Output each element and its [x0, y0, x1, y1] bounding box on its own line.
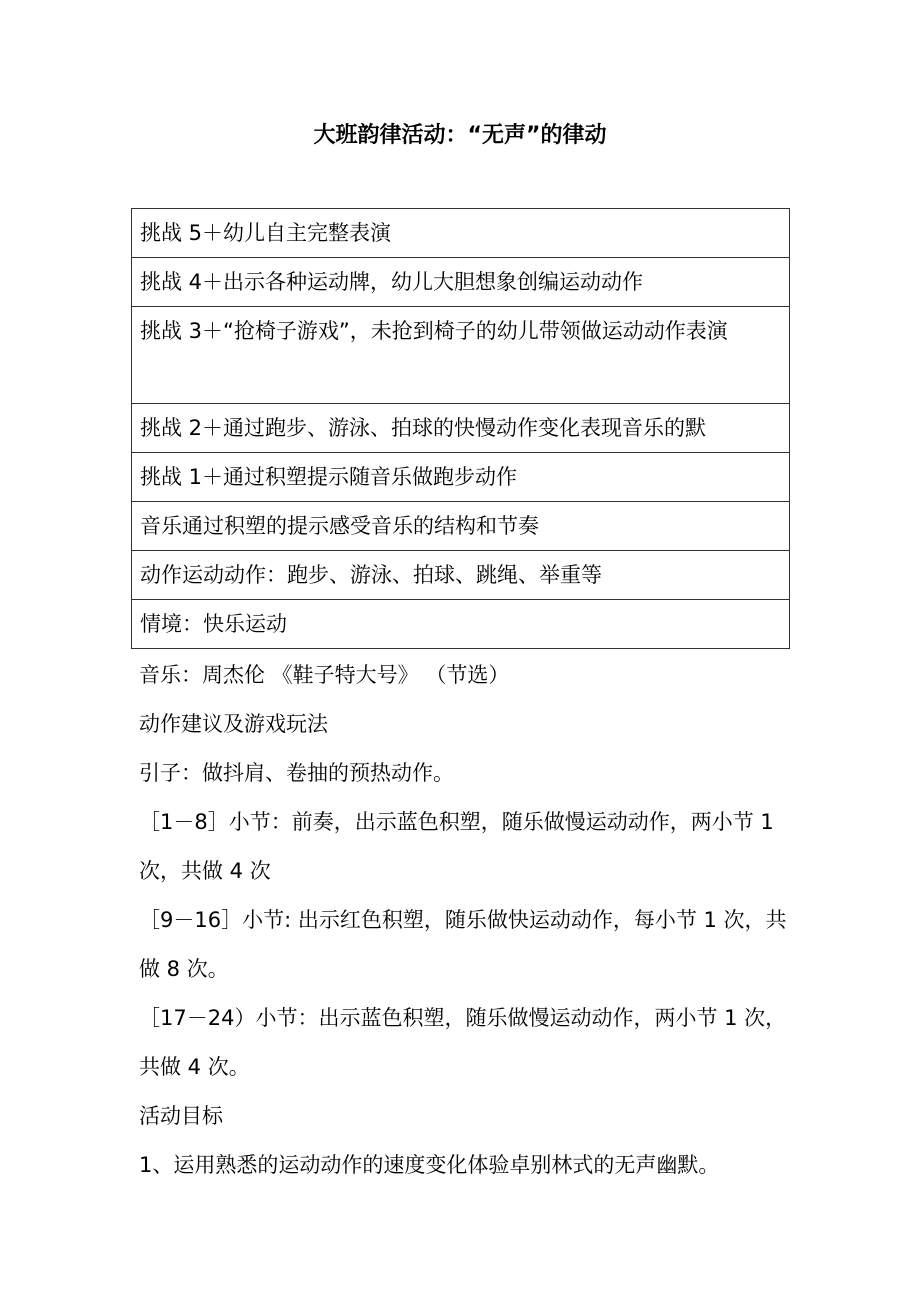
bars-17-24-line: ［17－24）小节：出示蓝色积塑，随乐做慢运动动作，两小节 1 次，共做 4 次。	[139, 1006, 787, 1079]
bars-1-8-line: ［1－8］小节：前奏，出示蓝色积塑，随乐做慢运动动作，两小节 1 次，共做 4 次	[139, 810, 774, 883]
table-row	[132, 502, 790, 551]
table-row	[132, 209, 790, 258]
table-cell: 挑战 3＋“抢椅子游戏”，未抢到椅子的幼儿带领做运动动作表演	[132, 307, 790, 404]
table-cell: 情境：快乐运动	[132, 600, 790, 649]
document-body	[139, 651, 789, 1190]
activity-steps-table	[131, 208, 790, 649]
page-title: 大班韵律活动：“无声”的律动	[313, 123, 607, 148]
table-cell: 挑战 1＋通过积塑提示随音乐做跑步动作	[132, 453, 790, 502]
table-cell: 动作运动动作：跑步、游泳、拍球、跳绳、举重等	[132, 551, 790, 600]
table-row	[132, 307, 790, 404]
table-row	[132, 600, 790, 649]
section-heading-movement: 动作建议及游戏玩法	[139, 712, 328, 736]
table-cell: 音乐通过积塑的提示感受音乐的结构和节奏	[132, 502, 790, 551]
table-row	[132, 404, 790, 453]
bars-9-16-line: ［9－16］小节: 出示红色积塑，随乐做快运动动作，每小节 1 次，共做 8 次。	[139, 908, 787, 981]
table-row	[132, 258, 790, 307]
section-heading-goals: 活动目标	[139, 1104, 223, 1128]
table-cell: 挑战 2＋通过跑步、游泳、拍球的快慢动作变化表现音乐的默	[132, 404, 790, 453]
table-cell: 挑战 5＋幼儿自主完整表演	[132, 209, 790, 258]
table-row	[132, 453, 790, 502]
table-cell: 挑战 4＋出示各种运动牌，幼儿大胆想象创编运动动作	[132, 258, 790, 307]
intro-line: 引子：做抖肩、卷抽的预热动作。	[139, 761, 454, 785]
table-row	[132, 551, 790, 600]
music-line: 音乐：周杰伦 《鞋子特大号》 （节选）	[139, 663, 510, 687]
goal-item: 1、运用熟悉的运动动作的速度变化体验卓别林式的无声幽默。	[139, 1153, 720, 1177]
